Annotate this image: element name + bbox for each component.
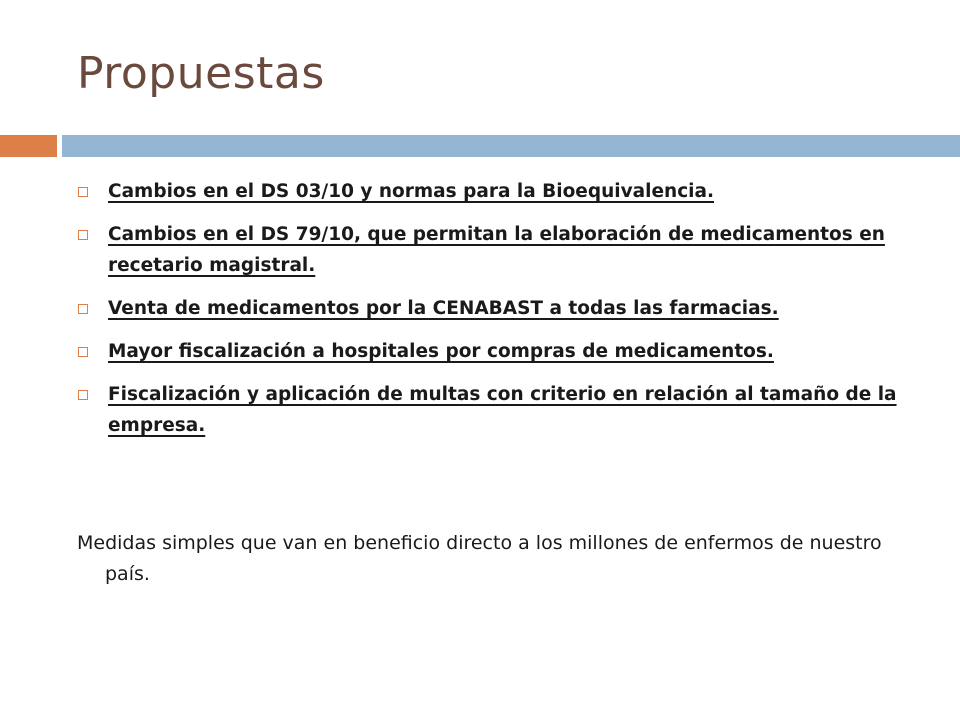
- bullet-item: [77, 379, 897, 441]
- bullet-text: Cambios en el DS 79/10, que permitan la elaboración de medicamentos en recetario magistral.: [108, 224, 885, 276]
- bullet-item: [77, 336, 897, 367]
- slide-title: Propuestas: [77, 48, 325, 99]
- bullet-item: [77, 219, 897, 281]
- hollow-square-bullet-icon: [78, 187, 88, 197]
- bullet-item: [77, 176, 897, 207]
- bullet-text: Venta de medicamentos por la CENABAST a todas las farmacias.: [108, 298, 779, 319]
- bullet-list: [77, 176, 897, 453]
- bullet-text: Cambios en el DS 03/10 y normas para la Bioequivalencia.: [108, 181, 715, 202]
- bullet-item: [77, 293, 897, 324]
- hollow-square-bullet-icon: [78, 347, 88, 357]
- hollow-square-bullet-icon: [78, 304, 88, 314]
- accent-bar-orange: [0, 135, 57, 157]
- bullet-text: Mayor fiscalización a hospitales por compras de medicamentos.: [108, 341, 774, 362]
- accent-bar-blue: [62, 135, 960, 157]
- hollow-square-bullet-icon: [78, 390, 88, 400]
- bullet-text: Fiscalización y aplicación de multas con criterio en relación al tamaño de la empresa.: [108, 384, 897, 436]
- conclusion-text: Medidas simples que van en beneficio directo a los millones de enfermos de nuestro país.: [77, 532, 882, 585]
- hollow-square-bullet-icon: [78, 230, 88, 240]
